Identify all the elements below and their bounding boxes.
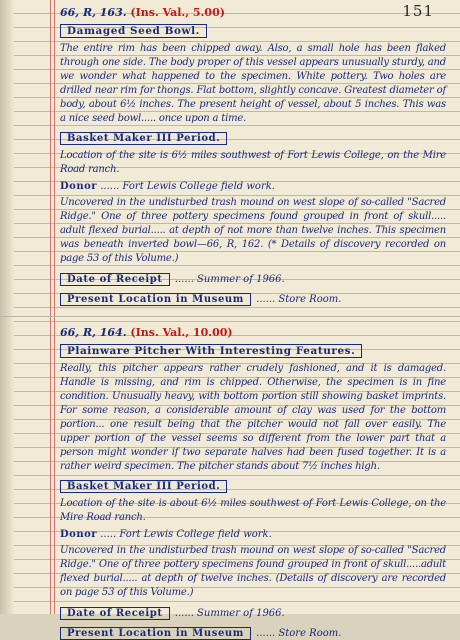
- discovery-details: Uncovered in the undisturbed trash mound on west slope of so-called "Sacred Ridge." One of three pottery specimens found grouped in front of skull..... adult flexed burial..... at depth of not more than twelve inches. This specimen was beneath inverted bowl—66, R, 162. (* Details of discovery recorded on page 53 of this Volume.): [60, 197, 446, 264]
- donor-line: [60, 181, 446, 192]
- catalog-entry: [60, 326, 446, 640]
- donor-text: ...... Fort Lewis College field work.: [100, 181, 275, 192]
- present-location-label: Present Location in Museum: [60, 627, 251, 640]
- present-location-line: [60, 624, 446, 640]
- catalog-number: 66, R, 163.: [60, 6, 127, 19]
- page-number: 151: [402, 2, 434, 20]
- catalog-line: [60, 6, 446, 19]
- receipt-text: ...... Summer of 1966.: [174, 608, 285, 619]
- site-location: Location of the site is 6½ miles southwest of Fort Lewis College, on the Mire Road ranch.: [60, 150, 446, 175]
- insured-value: (Ins. Val., 5.00): [130, 6, 225, 19]
- present-location-label: Present Location in Museum: [60, 293, 251, 306]
- donor-text: ..... Fort Lewis College field work.: [100, 529, 272, 540]
- culture-period: Basket Maker III Period.: [60, 480, 227, 493]
- donor-label: Donor: [60, 529, 98, 540]
- catalog-line: [60, 326, 446, 339]
- specimen-title: Plainware Pitcher With Interesting Features.: [60, 344, 362, 358]
- present-location-line: [60, 290, 446, 306]
- present-location-text: ...... Store Room.: [256, 294, 342, 305]
- receipt-line: [60, 270, 446, 286]
- present-location-text: ...... Store Room.: [256, 628, 342, 639]
- receipt-line: [60, 604, 446, 620]
- receipt-label: Date of Receipt: [60, 607, 170, 620]
- binding-fold: [0, 0, 14, 614]
- discovery-details: Uncovered in the undisturbed trash mound on west slope of so-called "Sacred Ridge." One of three pottery specimens found grouped in front of skull.....adult flexed burial..... at depth of twelve inches. (Details of discovery are recorded on page 53 of this Volume.): [60, 545, 446, 598]
- entry-divider: [0, 316, 460, 317]
- receipt-label: Date of Receipt: [60, 273, 170, 286]
- donor-line: [60, 529, 446, 540]
- site-location: Location of the site is about 6½ miles southwest of Fort Lewis College, on the Mire Road ranch.: [60, 498, 446, 523]
- culture-period: Basket Maker III Period.: [60, 132, 227, 145]
- catalog-entry: [60, 6, 446, 306]
- specimen-title: Damaged Seed Bowl.: [60, 24, 207, 38]
- specimen-description: The entire rim has been chipped away. Also, a small hole has been flaked through one side. The body proper of this vessel appears unusually sturdy, and we wonder what happened to the specimen. White pottery. Two holes are drilled near rim for thongs. Flat bottom, slightly concave. Greatest diameter of body, about 6½ inches. The present height of vessel, about 5 inches. This was a nice seed bowl..... once upon a time.: [60, 43, 446, 124]
- catalog-number: 66, R, 164.: [60, 326, 127, 339]
- insured-value: (Ins. Val., 10.00): [130, 326, 233, 339]
- specimen-description: Really, this pitcher appears rather crudely fashioned, and it is damaged. Handle is missing, and rim is chipped. Otherwise, the specimen is in fine condition. Unusually heavy, with bottom portion still showing basket imprints. For some reason, a considerable amount of clay was used for the bottom portion... one result being that the pitcher would not fall over easily. The upper portion of the vessel seems so different from the lower part that a person might wonder if two separate halves had been fused together. It is a rather weird specimen. The pitcher stands about 7½ inches high.: [60, 363, 446, 472]
- receipt-text: ...... Summer of 1966.: [174, 274, 285, 285]
- donor-label: Donor: [60, 181, 98, 192]
